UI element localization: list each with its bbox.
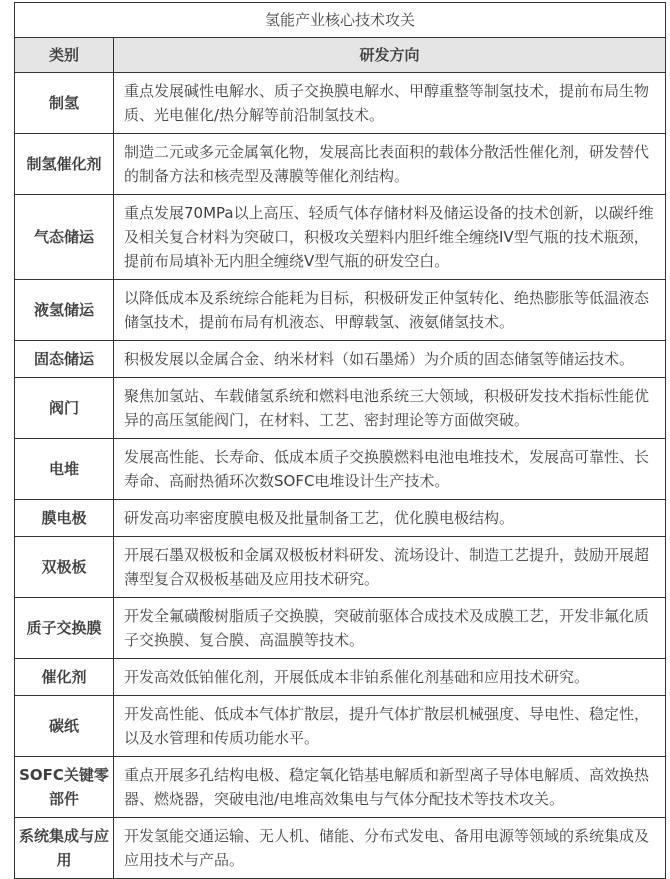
category-cell: 阀门 (15, 378, 114, 439)
direction-cell: 开发高性能、低成本气体扩散层，提升气体扩散层机械强度、导电性、稳定性，以及水管理和传质功能水平。 (114, 696, 666, 757)
category-cell: 双极板 (15, 537, 114, 598)
table-title: 氢能产业核心技术攻关 (15, 3, 666, 38)
category-cell: 膜电极 (15, 500, 114, 537)
table-row (15, 195, 666, 280)
table-row (15, 659, 666, 696)
direction-cell: 制造二元或多元金属氧化物，发展高比表面积的载体分散活性催化剂，研发替代的制备方法和核壳型及薄膜等催化剂结构。 (114, 134, 666, 195)
direction-cell: 重点开展多孔结构电极、稳定氧化锆基电解质和新型离子导体电解质、高效换热器、燃烧器，突破电池/电堆高效集电与气体分配技术等技术攻关。 (114, 757, 666, 818)
table-row (15, 818, 666, 879)
direction-cell: 研发高功率密度膜电极及批量制备工艺，优化膜电极结构。 (114, 500, 666, 537)
table-row (15, 500, 666, 537)
table-row (15, 378, 666, 439)
category-cell: 电堆 (15, 439, 114, 500)
category-cell: 催化剂 (15, 659, 114, 696)
category-cell: 制氢催化剂 (15, 134, 114, 195)
category-cell: 制氢 (15, 73, 114, 134)
category-cell: 质子交换膜 (15, 598, 114, 659)
direction-cell: 发展高性能、长寿命、低成本质子交换膜燃料电池电堆技术，发展高可靠性、长寿命、高耐热循环次数SOFC电堆设计生产技术。 (114, 439, 666, 500)
table-row (15, 134, 666, 195)
table-row (15, 341, 666, 378)
category-cell: 固态储运 (15, 341, 114, 378)
category-cell: SOFC关键零部件 (15, 757, 114, 818)
direction-cell: 以降低成本及系统综合能耗为目标，积极研发正仲氢转化、绝热膨胀等低温液态储氢技术，提前布局有机液态、甲醇载氢、液氨储氢技术。 (114, 280, 666, 341)
hydrogen-tech-table (14, 2, 666, 879)
table-row (15, 439, 666, 500)
table-row (15, 598, 666, 659)
direction-cell: 开发高效低铂催化剂，开展低成本非铂系催化剂基础和应用技术研究。 (114, 659, 666, 696)
category-cell: 碳纸 (15, 696, 114, 757)
table-title-row (15, 3, 666, 38)
table-row (15, 280, 666, 341)
table-row (15, 757, 666, 818)
direction-cell: 重点发展碱性电解水、质子交换膜电解水、甲醇重整等制氢技术，提前布局生物质、光电催化/热分解等前沿制氢技术。 (114, 73, 666, 134)
category-cell: 系统集成与应用 (15, 818, 114, 879)
table-row (15, 73, 666, 134)
category-cell: 气态储运 (15, 195, 114, 280)
category-cell: 液氢储运 (15, 280, 114, 341)
table-row (15, 537, 666, 598)
direction-cell: 开发全氟磺酸树脂质子交换膜，突破前驱体合成技术及成膜工艺，开发非氟化质子交换膜、复合膜、高温膜等技术。 (114, 598, 666, 659)
direction-cell: 聚焦加氢站、车载储氢系统和燃料电池系统三大领域，积极研发技术指标性能优异的高压氢能阀门，在材料、工艺、密封理论等方面做突破。 (114, 378, 666, 439)
direction-cell: 积极发展以金属合金、纳米材料（如石墨烯）为介质的固态储氢等储运技术。 (114, 341, 666, 378)
direction-cell: 重点发展70MPa以上高压、轻质气体存储材料及储运设备的技术创新，以碳纤维及相关复合材料为突破口，积极攻关塑料内胆纤维全缠绕IV型气瓶的技术瓶颈，提前布局填补无内胆全缠绕V型气瓶的研发空白。 (114, 195, 666, 280)
direction-cell: 开发氢能交通运输、无人机、储能、分布式发电、备用电源等领域的系统集成及应用技术与产品。 (114, 818, 666, 879)
table-header-row (15, 38, 666, 73)
column-header-direction: 研发方向 (114, 38, 666, 73)
direction-cell: 开展石墨双极板和金属双极板材料研发、流场设计、制造工艺提升，鼓励开展超薄型复合双极板基础及应用技术研究。 (114, 537, 666, 598)
table-row (15, 696, 666, 757)
column-header-category: 类别 (15, 38, 114, 73)
